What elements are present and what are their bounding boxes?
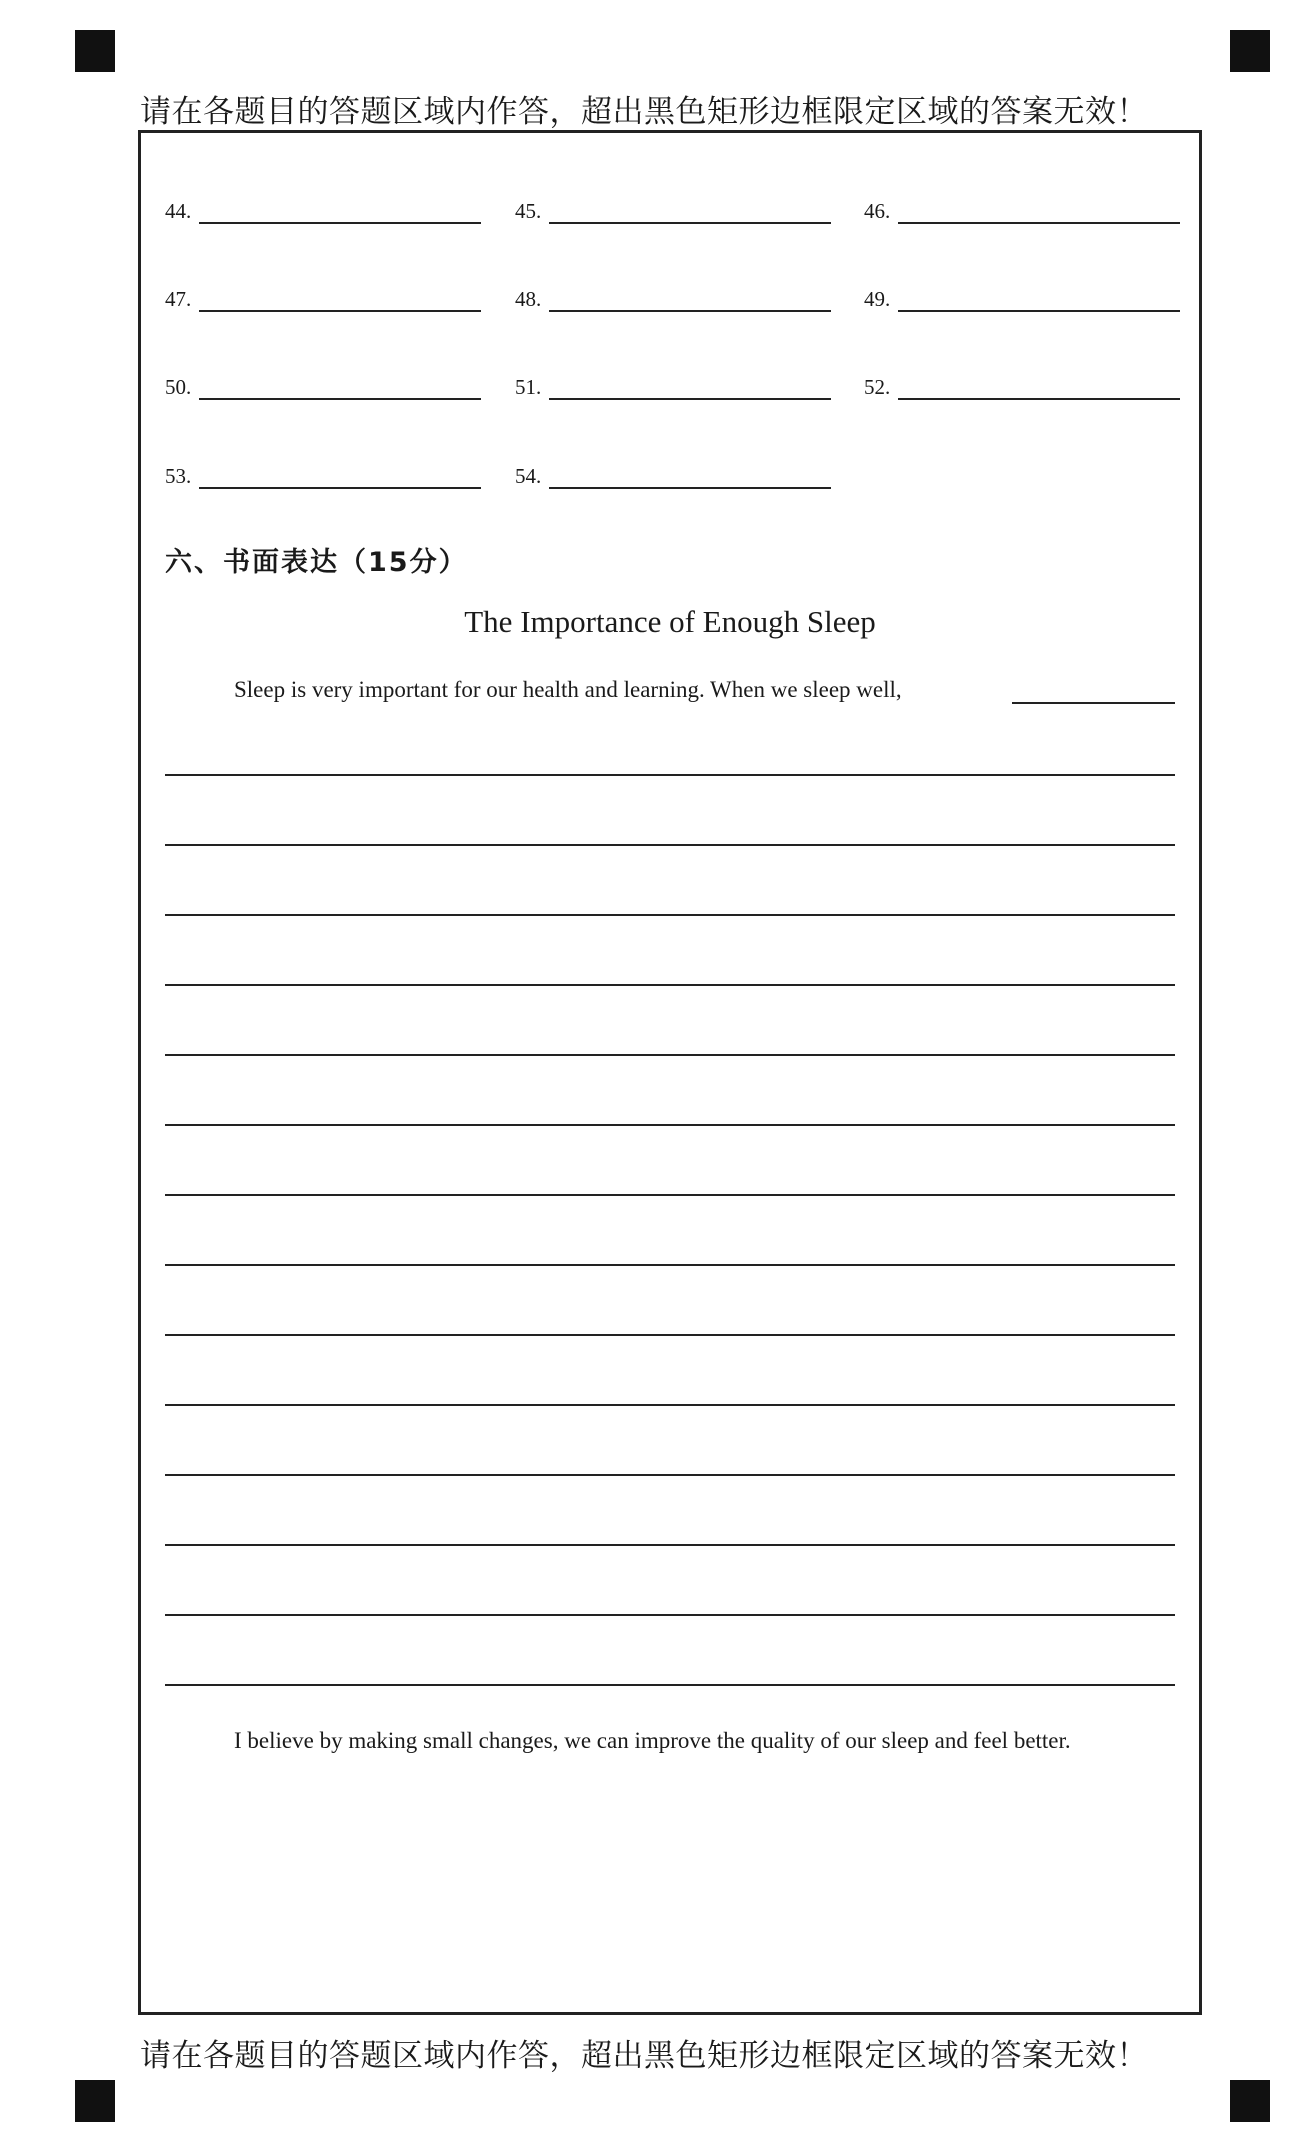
section-heading: 六、书面表达（15分） — [165, 547, 468, 578]
essay-writing-line[interactable] — [165, 914, 1175, 916]
essay-writing-line[interactable] — [165, 984, 1175, 986]
blank-item-45[interactable] — [515, 190, 835, 230]
blank-answer-line[interactable] — [898, 398, 1180, 400]
blank-item-52[interactable] — [864, 366, 1184, 406]
blank-number: 46. — [864, 199, 891, 223]
essay-writing-line[interactable] — [165, 1054, 1175, 1056]
blank-answer-line[interactable] — [549, 222, 831, 224]
essay-title: The Importance of Enough Sleep — [464, 604, 876, 639]
blank-answer-line[interactable] — [898, 310, 1180, 312]
registration-mark-bottom-right — [1230, 2080, 1270, 2122]
blank-item-48[interactable] — [515, 278, 835, 318]
blank-number: 52. — [864, 375, 891, 399]
blank-number: 45. — [515, 199, 542, 223]
essay-writing-line[interactable] — [165, 1194, 1175, 1196]
blank-number: 53. — [165, 464, 192, 488]
answer-area-notice-top: 请在各题目的答题区域内作答，超出黑色矩形边框限定区域的答案无效！ — [140, 94, 1148, 130]
blank-number: 44. — [165, 199, 192, 223]
blank-item-53[interactable] — [165, 455, 485, 495]
blank-item-49[interactable] — [864, 278, 1184, 318]
essay-writing-line[interactable] — [165, 1334, 1175, 1336]
blank-number: 51. — [515, 375, 542, 399]
essay-writing-line[interactable] — [165, 844, 1175, 846]
essay-writing-line[interactable] — [165, 1544, 1175, 1546]
registration-mark-top-left — [75, 30, 115, 72]
blank-answer-line[interactable] — [549, 487, 831, 489]
blank-answer-line[interactable] — [199, 310, 481, 312]
blank-answer-line[interactable] — [199, 487, 481, 489]
registration-mark-bottom-left — [75, 2080, 115, 2122]
blank-item-50[interactable] — [165, 366, 485, 406]
essay-first-writing-line[interactable] — [1012, 702, 1175, 704]
blank-number: 47. — [165, 287, 192, 311]
blank-item-51[interactable] — [515, 366, 835, 406]
essay-writing-line[interactable] — [165, 774, 1175, 776]
answer-area-notice-bottom: 请在各题目的答题区域内作答，超出黑色矩形边框限定区域的答案无效！ — [140, 2038, 1148, 2074]
blank-answer-line[interactable] — [549, 398, 831, 400]
essay-closing-sentence: I believe by making small changes, we can improve the quality of our sleep and feel better. — [234, 1728, 1071, 1753]
essay-writing-line[interactable] — [165, 1684, 1175, 1686]
essay-writing-line[interactable] — [165, 1474, 1175, 1476]
essay-writing-line[interactable] — [165, 1614, 1175, 1616]
essay-writing-line[interactable] — [165, 1404, 1175, 1406]
blank-answer-line[interactable] — [549, 310, 831, 312]
blank-answer-line[interactable] — [898, 222, 1180, 224]
blank-item-44[interactable] — [165, 190, 485, 230]
essay-writing-line[interactable] — [165, 1264, 1175, 1266]
blank-number: 48. — [515, 287, 542, 311]
blank-item-47[interactable] — [165, 278, 485, 318]
blank-number: 50. — [165, 375, 192, 399]
essay-writing-line[interactable] — [165, 1124, 1175, 1126]
blank-answer-line[interactable] — [199, 398, 481, 400]
registration-mark-top-right — [1230, 30, 1270, 72]
blank-item-46[interactable] — [864, 190, 1184, 230]
blank-number: 54. — [515, 464, 542, 488]
blank-answer-line[interactable] — [199, 222, 481, 224]
blank-number: 49. — [864, 287, 891, 311]
blank-item-54[interactable] — [515, 455, 835, 495]
essay-opening-sentence: Sleep is very important for our health and learning. When we sleep well, — [234, 677, 902, 702]
